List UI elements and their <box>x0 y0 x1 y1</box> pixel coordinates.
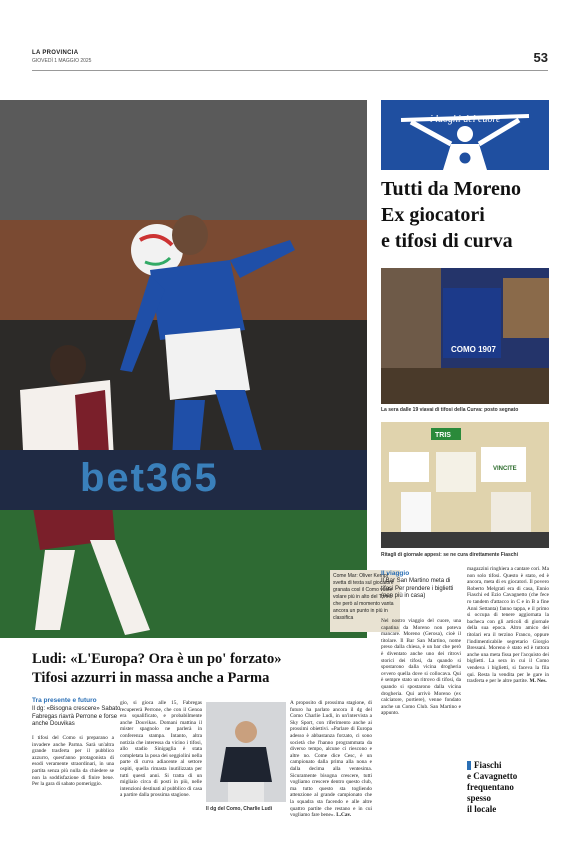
article-kicker-title: Tra presente e futuro <box>32 697 97 704</box>
clippings-caption: Ritagli di giornale appesi: se ne cura direttamente Fiaschi <box>381 552 518 558</box>
clippings-illustration <box>381 422 549 548</box>
page-number: 53 <box>533 50 548 65</box>
tris-sign: TRIS <box>435 432 451 439</box>
flag-text: COMO 1907 <box>451 345 496 354</box>
side-kicker: Il Bar San Martino meta di tifosi Per prendere i biglietti (non più in casa) <box>381 578 454 599</box>
photo-caption: Come Mar: Oliver Kempf svetta di testa sul giocatore granata così il Como vuole volare più in alto del Torino che però al momento vanta ancora un punto in più in classifica <box>330 570 400 632</box>
side-callout <box>467 760 549 815</box>
article-column-3-signature: L.Cav. <box>336 812 352 819</box>
dateline: GIOVEDÌ 1 MAGGIO 2025 <box>32 58 92 64</box>
bar-interior-photo <box>381 268 549 404</box>
supporters-silhouette-icon <box>381 100 549 170</box>
bar-interior-illustration <box>381 268 549 404</box>
article-headline-line-2: Tifosi azzurri in massa anche a Parma <box>32 670 270 686</box>
bar-interior-caption: La sera dalle 19 viavai di tifosi della Curva: posto segnato <box>381 407 519 413</box>
callout-bar <box>467 761 471 770</box>
clippings-photo <box>381 422 549 548</box>
ludi-caption: Il dg del Como, Charlie Ludi <box>206 806 273 812</box>
callout-line-5: il locale <box>467 804 497 814</box>
article-kicker: Il dg: «Bisogna crescere» Sabato Fabregas riavrà Perrone e forse anche Douvikas <box>32 706 121 727</box>
callout-line-2: e Cavagnetto <box>467 771 518 781</box>
side-headline-line-3: e tifosi di curva <box>381 230 513 252</box>
side-column-1: Nel nostro viaggio del cuore, una capatina da Moreno non poteva mancare. Moreno (Gerosa), cioè il titolare. Il Bar San Martino, nome preso dalla chiesa, è un bar che però è diventato anche uno dei ritrovi storici dei tifosi, da quando si spostarono dalla vicina drogheria ovvero quella dove si collocava. Qui è sempre stato un ritrovo di tifosi, da quando si spostarono dalla vicina drogheria. Qui arrivò Moreno (ex calciatore, portiere), venne fondato anche un Como Club. San Martino e appunto. <box>381 618 461 717</box>
side-headline-line-2: Ex giocatori <box>381 204 485 226</box>
match-photo <box>0 100 367 638</box>
side-column-2-text: magazzini ringhiera a cantare cori. Ma non solo tifosi. Questo è stato, ed è ancora, meta di ex giocatori. Il povero Roberto Melgrati era di casa, Ennio Fiaschi ed Ezio Cavagnetto (che fece ro tandem d'attacco in C e in B a fine Anni Settanta) fanno tappa, e il primo si occupa di tenere aggiornata la bacheca con gli articoli di giornale della sua epoca. Altro amico dei titolari era il terzino Franco, oppure l'indimenticabile segretario Giorgio Bressani. Moreno è stato ed è tuttora anche una meta fissa per l'acquisto dei biglietti. La sera in cui il Como vendeva i biglietti, si faceva la fila qui. Resta la vendita per le gare in trasferta e per le altre partite. <box>467 566 549 685</box>
article-column-3 <box>290 700 372 819</box>
masthead: LA PROVINCIA <box>32 50 79 56</box>
callout-line-3: frequentano <box>467 782 514 792</box>
ad-banner-text: bet365 <box>80 456 219 500</box>
callout-line-1: Fiaschi <box>474 760 502 770</box>
side-headline <box>381 176 549 254</box>
section-logo <box>381 100 549 170</box>
vincite-sign: VINCITE <box>493 466 517 472</box>
ludi-photo <box>206 702 286 802</box>
side-column-2-signature: M. Nes. <box>529 678 547 685</box>
article-headline <box>32 650 372 688</box>
side-headline-line-1: Tutti da Moreno <box>381 178 522 200</box>
article-column-3-text: A proposito di prossima stagione, di futuro ha parlato ancora il dg del Como Charlie Ludi, in un'intervista a Sky Sport, con riferimento anche ai prossimi obiettivi. «Parlare di Europa adesso è abbastanza forzato, ci sono società che l'hanno programmata da diverso tempo, alcune ci riescono e altre no. Come dice Cesc, è un campionato dalla prima alla nona e dalla decima alla ventesima. Sicuramente bisogna crescere, tutti vogliamo crescere dentro questo club, ma tutto questo sta togliendo attenzione al grande campionato che la squadra sta facendo e alle altre quattro partite che restano e in cui vogliamo fare bene». <box>290 700 372 819</box>
header-rule <box>32 70 548 71</box>
match-photo-illustration <box>0 100 367 638</box>
ludi-illustration <box>206 702 286 802</box>
callout-line-4: spesso <box>467 793 492 803</box>
side-kicker-title: Il viaggio <box>381 570 410 577</box>
section-logo-text: i luoghi del cuore <box>430 114 501 125</box>
article-column-1: I tifosi del Como si preparano a invadere anche Parma. Sarà un'altra grande trasferta per il pubblico azzurro, quest'anno protagonista di esodi veramente straordinari, in una partita senza più nulla da chiedere se non la soddisfazione di finire bene. Per la gara di sabato pomeriggio. <box>32 735 114 788</box>
side-column-2 <box>467 566 549 685</box>
article-headline-line-1: Ludi: «L'Europa? Ora è un po' forzato» <box>32 651 282 667</box>
article-column-2: gio, si gioca alle 15, Fabregas recupererà Perrone, che con il Genoa era squalificato, e probabilmente anche Douvikas. Domani mattina il mister spagnolo ne parlerà in conferenza stampa. Intanto, altra notizia che interessa da vicino i tifosi, allo stadio Sinigaglia è stata completata la posa dei seggiolini nella parte di curva adiacente al settore ospiti, quella rimasta inutilizzata per tutti questi anni. Si tratta di un migliaio circa di posti in più, nelle intenzioni destinati al pubblico di casa a partire dalla prossima stagione. <box>120 700 202 799</box>
